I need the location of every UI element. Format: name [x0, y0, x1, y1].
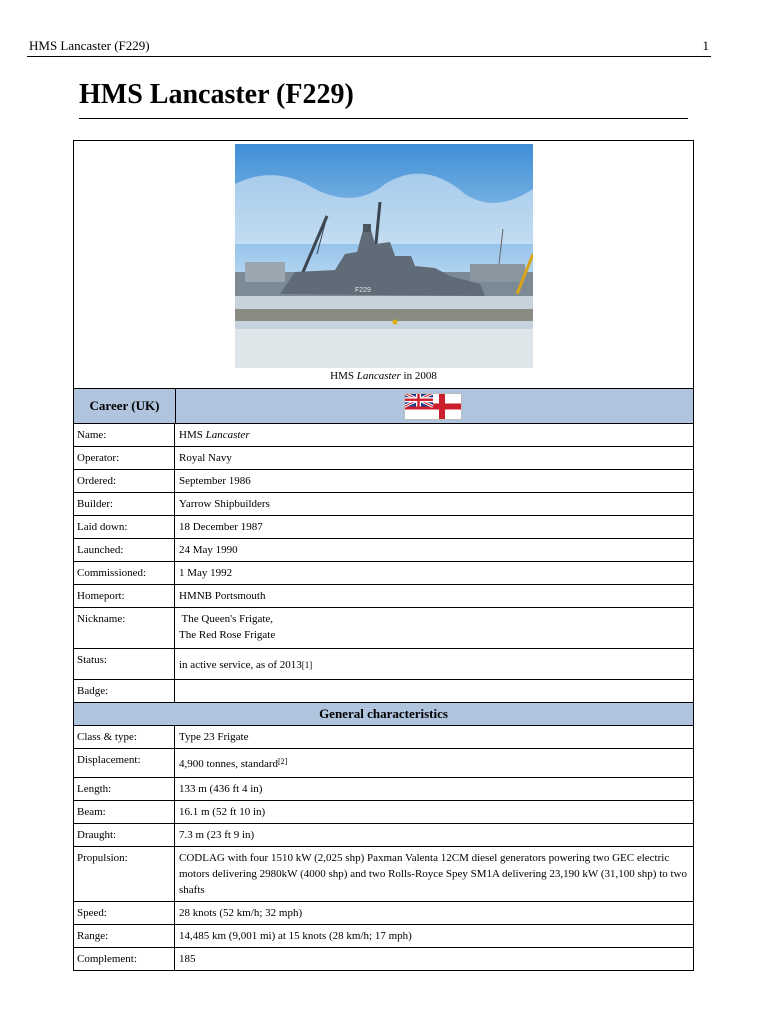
row-beam [74, 801, 693, 824]
row-commissioned [74, 562, 693, 585]
general-characteristics-heading: General characteristics [74, 703, 693, 726]
row-status [74, 649, 693, 680]
svg-text:F229: F229 [355, 287, 371, 294]
row-speed [74, 902, 693, 925]
row-displacement [74, 749, 693, 778]
row-name [74, 424, 693, 447]
value-operator: Royal Navy [179, 452, 232, 464]
value-ordered: September 1986 [179, 475, 251, 487]
value-draught: 7.3 m (23 ft 9 in) [179, 829, 255, 841]
key-name: Name: [74, 424, 175, 446]
row-operator [74, 447, 693, 470]
key-beam: Beam: [74, 801, 175, 823]
value-name-prefix: HMS [179, 429, 206, 441]
key-draught: Draught: [74, 824, 175, 846]
key-length: Length: [74, 778, 175, 800]
caption-suffix: in 2008 [400, 370, 437, 382]
value-beam: 16.1 m (52 ft 10 in) [179, 806, 266, 818]
value-name [175, 424, 693, 446]
displacement-text: 4,900 tonnes, standard [179, 758, 278, 770]
key-builder: Builder: [74, 493, 175, 515]
key-homeport: Homeport: [74, 585, 175, 607]
value-badge [175, 680, 693, 702]
page-number: 1 [702, 38, 709, 53]
key-range: Range: [74, 925, 175, 947]
running-header [27, 38, 711, 57]
value-name-italic: Lancaster [205, 429, 250, 441]
key-speed: Speed: [74, 902, 175, 924]
row-class-type [74, 726, 693, 749]
nickname-line-2: The Red Rose Frigate [179, 629, 276, 641]
key-complement: Complement: [74, 948, 175, 970]
value-complement: 185 [179, 953, 196, 965]
photo-cell [74, 141, 693, 389]
value-displacement [175, 749, 693, 777]
value-commissioned: 1 May 1992 [179, 567, 233, 579]
caption-ship-name: Lancaster [356, 370, 401, 382]
value-range: 14,485 km (9,001 mi) at 15 knots (28 km/h; 17 mph) [179, 930, 412, 942]
value-builder: Yarrow Shipbuilders [179, 498, 270, 510]
key-propulsion: Propulsion: [74, 847, 175, 901]
value-speed: 28 knots (52 km/h; 32 mph) [179, 907, 303, 919]
row-builder [74, 493, 693, 516]
row-complement [74, 948, 693, 970]
row-propulsion [74, 847, 693, 902]
value-status [175, 649, 693, 679]
value-laid-down: 18 December 1987 [179, 521, 263, 533]
value-propulsion: CODLAG with four 1510 kW (2,025 shp) Paxman Valenta 12CM diesel generators powering two GEC electric motors delivering 2980kW (4000 shp) and two Rolls-Royce Spey SM1A delivering 23,190 kW (31,100 shp) to two shafts [179, 852, 687, 896]
key-launched: Launched: [74, 539, 175, 561]
title-rule [79, 118, 688, 119]
displacement-reference: [2] [277, 757, 288, 766]
career-heading: Career (UK) [74, 389, 176, 423]
value-length: 133 m (436 ft 4 in) [179, 783, 263, 795]
key-badge: Badge: [74, 680, 175, 702]
row-homeport [74, 585, 693, 608]
key-operator: Operator: [74, 447, 175, 469]
key-commissioned: Commissioned: [74, 562, 175, 584]
value-homeport: HMNB Portsmouth [179, 590, 266, 602]
value-launched: 24 May 1990 [179, 544, 238, 556]
nickname-line-1: The Queen's Frigate, [179, 613, 274, 625]
career-header [74, 389, 693, 424]
key-displacement: Displacement: [74, 749, 175, 777]
running-title: HMS Lancaster (F229) [29, 38, 150, 53]
white-ensign-flag-icon [404, 393, 462, 420]
row-laid-down [74, 516, 693, 539]
status-reference: [1] [301, 660, 313, 670]
status-text: in active service, as of 2013 [179, 659, 302, 671]
key-status: Status: [74, 649, 175, 679]
value-class-type: Type 23 Frigate [179, 731, 249, 743]
row-length [74, 778, 693, 801]
caption-prefix: HMS [330, 370, 357, 382]
row-range [74, 925, 693, 948]
value-nickname [175, 608, 693, 648]
row-draught [74, 824, 693, 847]
photo-caption [74, 370, 693, 382]
infobox [73, 140, 694, 971]
row-launched [74, 539, 693, 562]
page-title: HMS Lancaster (F229) [79, 79, 354, 110]
warship-photo [235, 144, 533, 368]
key-nickname: Nickname: [74, 608, 175, 648]
key-class-type: Class & type: [74, 726, 175, 748]
row-badge [74, 680, 693, 703]
row-ordered [74, 470, 693, 493]
key-laid-down: Laid down: [74, 516, 175, 538]
row-nickname [74, 608, 693, 649]
key-ordered: Ordered: [74, 470, 175, 492]
